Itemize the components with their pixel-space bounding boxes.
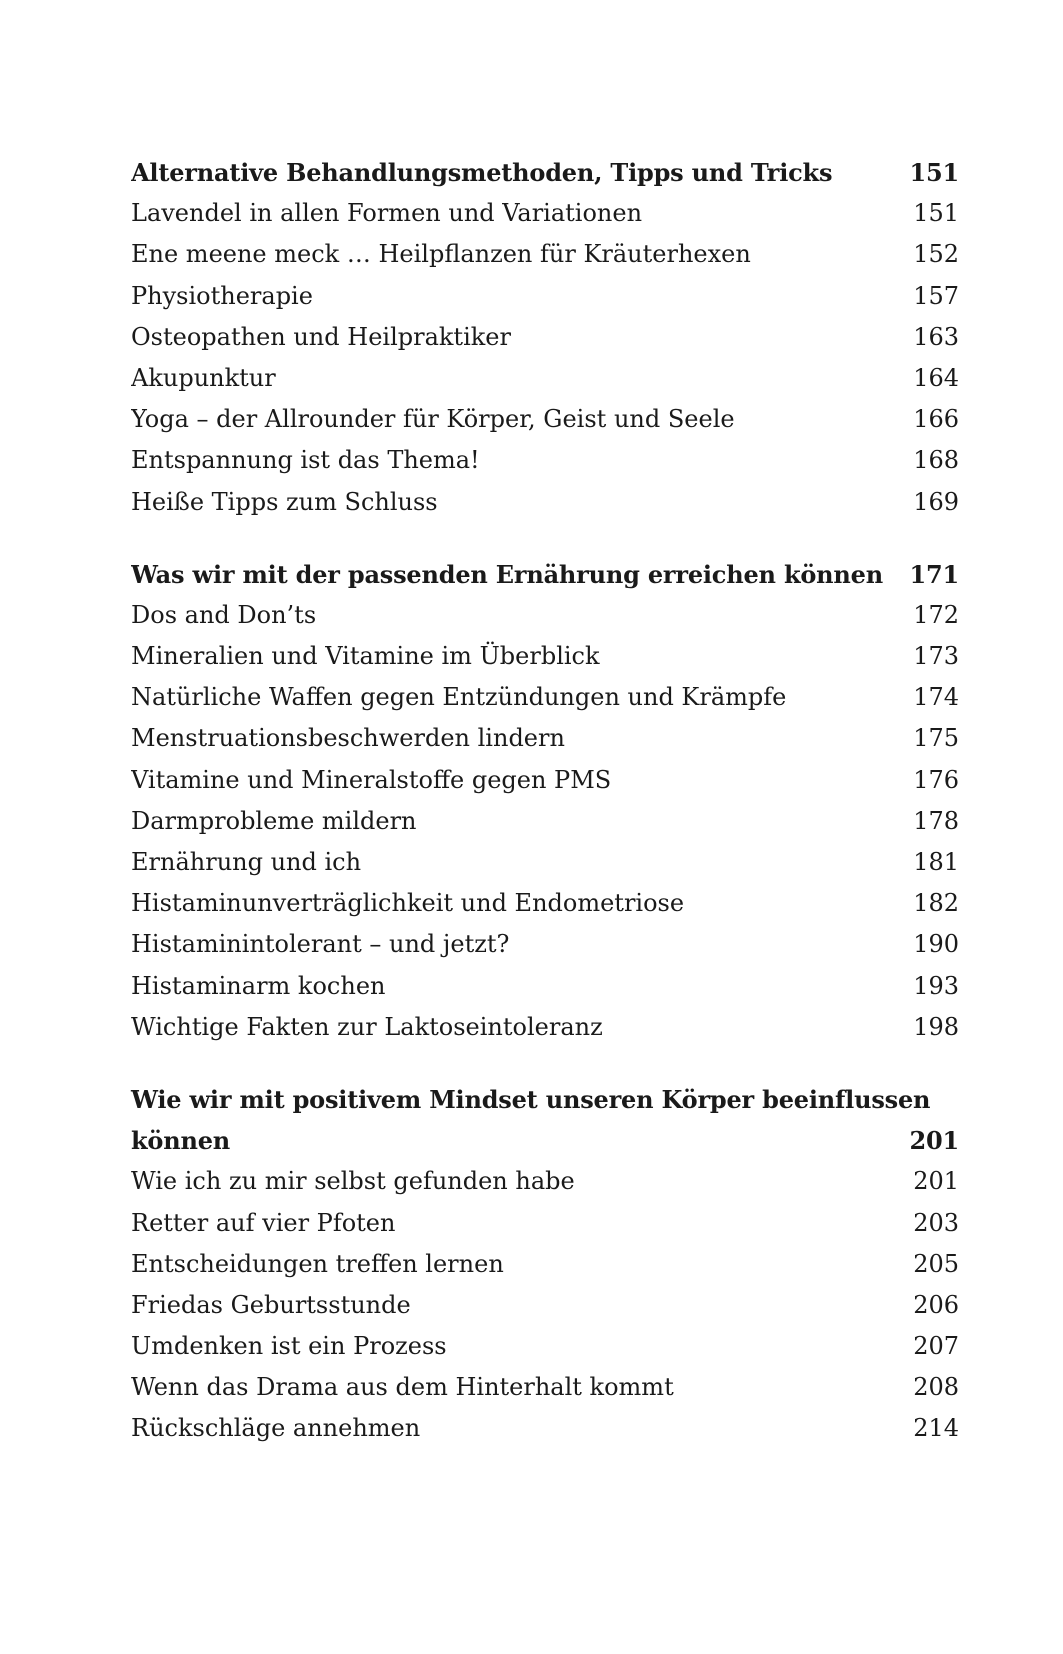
entry-page-number: 164 (913, 363, 959, 392)
toc-entry (131, 718, 959, 759)
toc-entry (131, 1203, 959, 1244)
entry-title: Wie ich zu mir selbst gefunden habe (131, 1167, 575, 1196)
toc-entry (131, 440, 959, 481)
table-of-contents (131, 152, 959, 1450)
toc-entry (131, 842, 959, 883)
entry-page-number: 166 (913, 405, 959, 434)
entry-page-number: 172 (913, 600, 959, 629)
entry-title: Mineralien und Vitamine im Überblick (131, 642, 600, 671)
entry-title: Wichtige Fakten zur Laktoseintoleranz (131, 1012, 603, 1041)
toc-chapter-heading (131, 554, 959, 595)
toc-entry (131, 883, 959, 924)
entry-page-number: 169 (913, 487, 959, 516)
toc-entry (131, 193, 959, 234)
toc-entry (131, 234, 959, 275)
toc-entry (131, 595, 959, 636)
toc-entry (131, 1326, 959, 1367)
entry-page-number: 176 (913, 765, 959, 794)
entry-title: Entspannung ist das Thema! (131, 446, 480, 475)
toc-entry (131, 276, 959, 317)
entry-title: Entscheidungen treffen lernen (131, 1249, 504, 1278)
toc-entry (131, 636, 959, 677)
toc-chapter-heading (131, 152, 959, 193)
chapter-title: Alternative Behandlungsmethoden, Tipps und Tricks (131, 158, 833, 187)
entry-page-number: 151 (913, 199, 959, 228)
entry-page-number: 201 (913, 1167, 959, 1196)
chapter-title: Was wir mit der passenden Ernährung erreichen können (131, 559, 883, 589)
toc-entry (131, 1161, 959, 1202)
entry-title: Histaminintolerant – und jetzt? (131, 930, 510, 959)
chapter-page-number: 171 (909, 559, 959, 589)
toc-section (131, 152, 959, 523)
toc-entry (131, 1244, 959, 1285)
entry-page-number: 181 (913, 848, 959, 876)
entry-page-number: 175 (913, 724, 959, 753)
toc-entry (131, 801, 959, 842)
toc-section (131, 1079, 959, 1450)
entry-page-number: 178 (913, 806, 959, 835)
entry-title: Vitamine und Mineralstoffe gegen PMS (131, 765, 612, 794)
entry-title: Lavendel in allen Formen und Variationen (131, 199, 643, 228)
entry-title: Friedas Geburtsstunde (131, 1290, 411, 1319)
entry-title: Rückschläge annehmen (131, 1414, 421, 1443)
entry-title: Ernährung und ich (131, 848, 362, 876)
toc-entry (131, 1367, 959, 1408)
toc-entry (131, 358, 959, 399)
toc-chapter-heading (131, 1079, 959, 1161)
chapter-title-line-1: Wie wir mit positivem Mindset unseren Körper beeinflussen (131, 1084, 931, 1114)
entry-page-number: 203 (913, 1208, 959, 1237)
chapter-title-line-2: können (131, 1126, 231, 1156)
entry-page-number: 193 (913, 971, 959, 1000)
entry-title: Natürliche Waffen gegen Entzündungen und Krämpfe (131, 683, 787, 712)
entry-title: Menstruationsbeschwerden lindern (131, 724, 565, 753)
entry-page-number: 205 (913, 1249, 959, 1278)
toc-entry (131, 966, 959, 1007)
entry-page-number: 163 (913, 322, 959, 351)
toc-entry (131, 924, 959, 965)
toc-entry (131, 1285, 959, 1326)
entry-page-number: 168 (913, 446, 959, 475)
entry-page-number: 190 (913, 930, 959, 959)
entry-title: Osteopathen und Heilpraktiker (131, 322, 511, 351)
chapter-title-line-2-row (131, 1120, 959, 1161)
toc-entry (131, 1007, 959, 1048)
entry-page-number: 207 (913, 1332, 959, 1361)
entry-title: Retter auf vier Pfoten (131, 1208, 396, 1237)
toc-entry (131, 482, 959, 523)
entry-title: Histaminarm kochen (131, 971, 386, 1000)
entry-title: Wenn das Drama aus dem Hinterhalt kommt (131, 1373, 674, 1402)
entry-page-number: 214 (913, 1414, 959, 1443)
entry-title: Physiotherapie (131, 281, 313, 310)
entry-page-number: 152 (913, 240, 959, 269)
entry-page-number: 208 (913, 1373, 959, 1402)
entry-title: Darmprobleme mildern (131, 806, 417, 835)
toc-section (131, 554, 959, 1048)
entry-page-number: 182 (913, 889, 959, 918)
entry-page-number: 157 (913, 281, 959, 310)
entry-title: Umdenken ist ein Prozess (131, 1332, 447, 1361)
entry-title: Dos and Don’ts (131, 600, 317, 629)
entry-title: Histaminunverträglichkeit und Endometriose (131, 889, 685, 918)
toc-entry (131, 1408, 959, 1449)
entry-title: Akupunktur (131, 363, 276, 392)
entry-page-number: 173 (913, 642, 959, 671)
entry-title: Ene meene meck … Heilpflanzen für Kräuterhexen (131, 240, 751, 269)
entry-page-number: 206 (913, 1290, 959, 1319)
toc-entry (131, 677, 959, 718)
entry-title: Heiße Tipps zum Schluss (131, 487, 438, 516)
entry-page-number: 174 (913, 683, 959, 712)
toc-entry (131, 399, 959, 440)
chapter-page-number: 151 (909, 158, 959, 187)
entry-page-number: 198 (913, 1012, 959, 1041)
toc-entry (131, 760, 959, 801)
entry-title: Yoga – der Allrounder für Körper, Geist und Seele (131, 405, 735, 434)
toc-entry (131, 317, 959, 358)
chapter-page-number: 201 (909, 1126, 959, 1156)
